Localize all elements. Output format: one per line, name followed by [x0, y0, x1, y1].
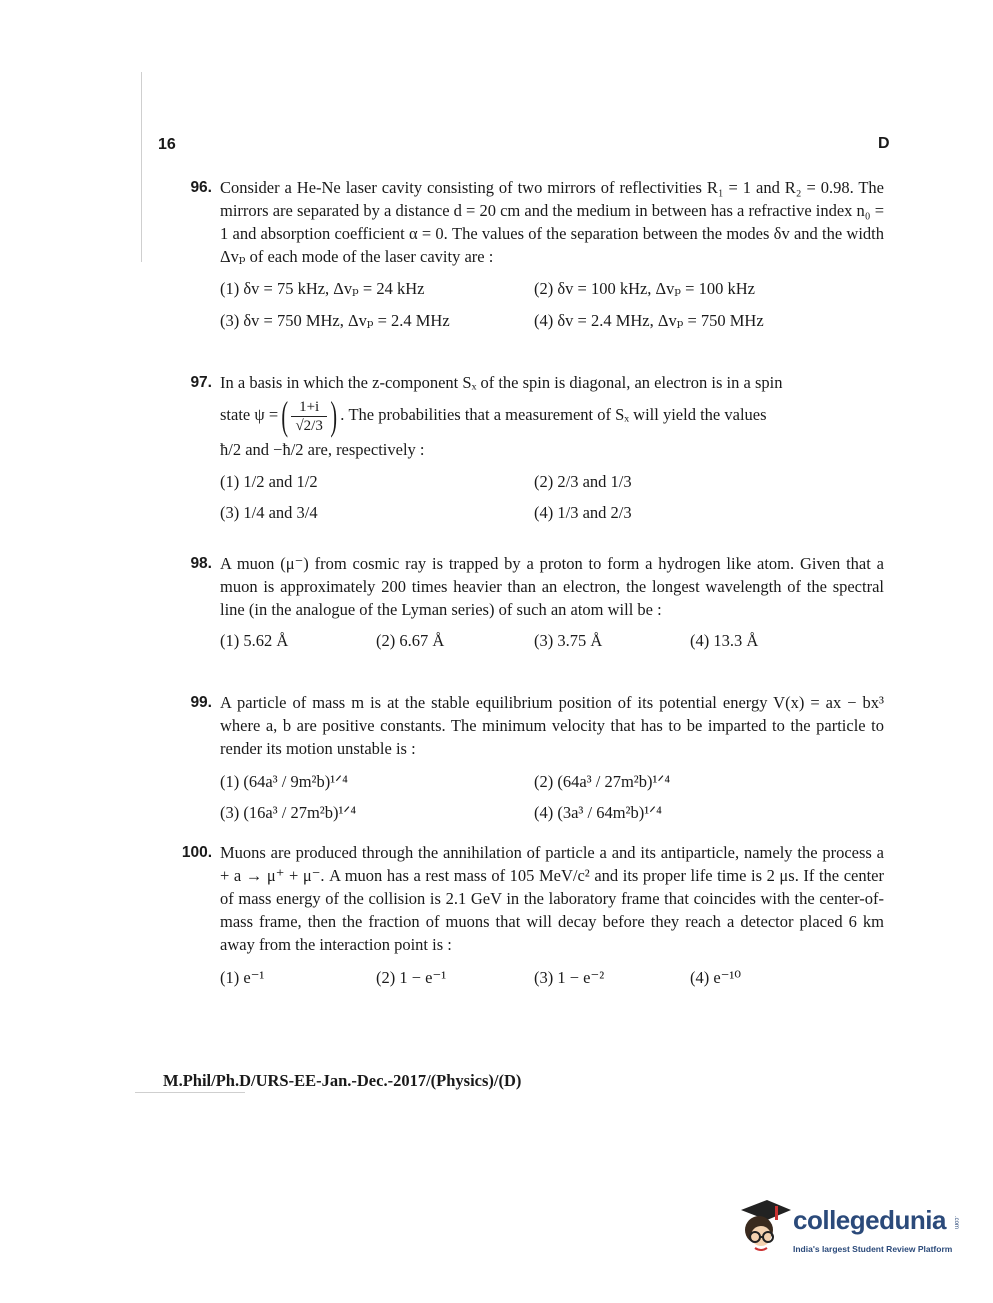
- option-1: (1) δv = 75 kHz, Δvₚ = 24 kHz: [220, 279, 425, 298]
- set-code: D: [878, 135, 890, 152]
- logo-tagline: India's largest Student Review Platform: [793, 1244, 953, 1254]
- logo-suffix: .com: [953, 1216, 959, 1230]
- option-4: (4) δv = 2.4 MHz, Δvₚ = 750 MHz: [534, 311, 764, 330]
- option-3: (3) 1/4 and 3/4: [220, 503, 318, 522]
- footer-rule: [135, 1092, 245, 1093]
- options: [220, 770, 884, 830]
- question-number: 98.: [190, 555, 212, 572]
- state-prefix: state ψ =: [220, 404, 279, 424]
- option-2: (2) (64a³ / 27m²b)¹ᐟ⁴: [534, 772, 671, 791]
- option-4: (4) (3a³ / 64m²b)¹ᐟ⁴: [534, 803, 662, 822]
- psi-fraction: [291, 398, 326, 435]
- paper-code-footer: M.Phil/Ph.D/URS-EE-Jan.-Dec.-2017/(Physics)/(D): [163, 1071, 522, 1090]
- option-3: (3) (16a³ / 27m²b)¹ᐟ⁴: [220, 803, 357, 822]
- page-number: 16: [158, 136, 176, 153]
- option-2: (2) 6.67 Å: [376, 631, 445, 650]
- left-paren-icon: (: [281, 393, 289, 438]
- options: [220, 966, 884, 992]
- option-1: (1) (64a³ / 9m²b)¹ᐟ⁴: [220, 772, 348, 791]
- option-2: (2) 2/3 and 1/3: [534, 472, 632, 491]
- question-text-rest: . The probabilities that a measurement of Sₓ will yield the values: [340, 404, 767, 424]
- option-3: (3) δv = 750 MHz, Δvₚ = 2.4 MHz: [220, 311, 450, 330]
- option-1: (1) e⁻¹: [220, 968, 265, 987]
- psi-numerator: 1+i: [291, 398, 326, 417]
- question-97: [160, 371, 884, 530]
- options: [220, 470, 884, 530]
- option-3: (3) 3.75 Å: [534, 631, 603, 650]
- option-3: (3) 1 − e⁻²: [534, 968, 605, 987]
- student-mascot-icon: [735, 1196, 793, 1258]
- question-text: Consider a He-Ne laser cavity consisting of two mirrors of reflectivities R₁ = 1 and R₂ = 0.98. The mirrors are separated by a distance d = 20 cm and the medium in between has a refractive index n₀ = 1 and absorption coefficient α = 0. The values of the separation between the modes δv and the width Δvₚ of each mode of the laser cavity are :: [220, 178, 884, 266]
- options: [220, 629, 884, 655]
- question-98: [160, 552, 884, 655]
- option-1: (1) 5.62 Å: [220, 631, 289, 650]
- question-text: A muon (μ⁻) from cosmic ray is trapped by a proton to form a hydrogen like atom. Given that a muon is approximately 200 times heavier than an electron, the longest wavelength of the spectral line (in the analogue of the Lyman series) of such an atom will be :: [220, 554, 884, 619]
- question-text: Muons are produced through the annihilation of particle a and its antiparticle, namely the process a + a → μ⁺ + μ⁻. A muon has a rest mass of 105 MeV/c² and its proper life time is 2 μs. If the center of mass energy of the collision is 2.1 GeV in the laboratory frame that coincides with the center-of-mass frame, then the fraction of muons that will decay before they reach a detector placed 6 km away from the interaction point is :: [220, 843, 884, 954]
- question-number: 96.: [190, 179, 212, 196]
- option-4: (4) e⁻¹⁰: [690, 968, 741, 987]
- logo-brand-text: collegedunia: [793, 1205, 946, 1235]
- option-2: (2) δv = 100 kHz, Δvₚ = 100 kHz: [534, 279, 755, 298]
- question-number: 99.: [190, 694, 212, 711]
- option-2: (2) 1 − e⁻¹: [376, 968, 447, 987]
- question-text: A particle of mass m is at the stable equilibrium position of its potential energy V(x) = ax − bx³ where a, b are positive constants. The minimum velocity that has to be imparted to the particle to render its motion unstable is :: [220, 693, 884, 758]
- question-96: [160, 176, 884, 341]
- option-1: (1) 1/2 and 1/2: [220, 472, 318, 491]
- question-100: [160, 841, 884, 992]
- question-number: 97.: [190, 374, 212, 391]
- question-number: 100.: [181, 844, 212, 861]
- question-99: [160, 691, 884, 830]
- psi-denominator: √2/3: [295, 417, 323, 434]
- question-text-line3: ħ/2 and −ħ/2 are, respectively :: [220, 440, 425, 459]
- scan-margin-line: [141, 72, 142, 262]
- right-paren-icon: ): [330, 393, 337, 438]
- collegedunia-logo: [735, 1196, 960, 1258]
- options: [220, 277, 884, 341]
- question-text-line2: [220, 393, 884, 438]
- option-4: (4) 1/3 and 2/3: [534, 503, 632, 522]
- option-4: (4) 13.3 Å: [690, 631, 759, 650]
- question-text-line1: In a basis in which the z-component Sₓ of the spin is diagonal, an electron is in a spin: [220, 373, 783, 392]
